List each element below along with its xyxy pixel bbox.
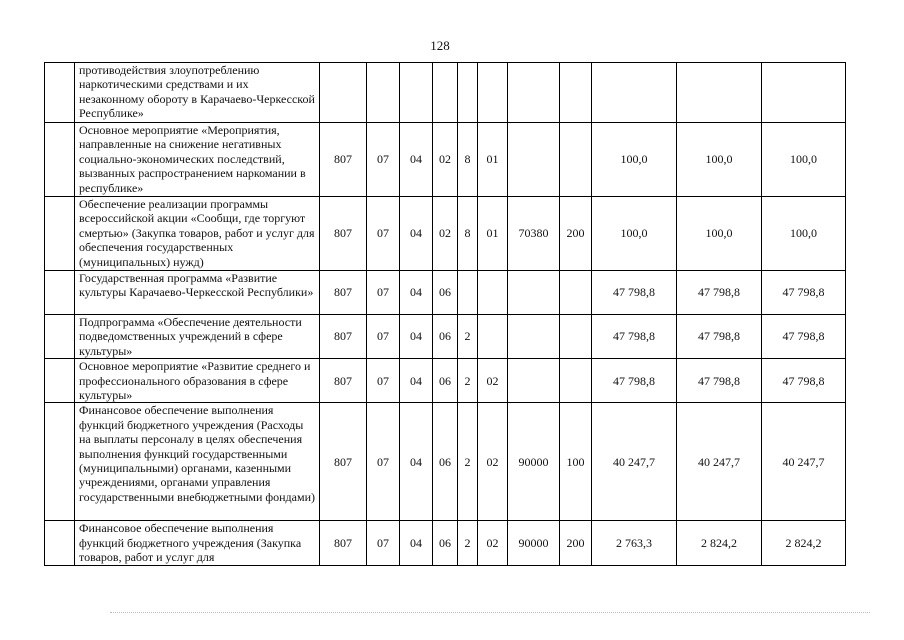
cell-subprogram: [458, 63, 478, 123]
row-name: Основное мероприятие «Мероприятия, направленные на снижение негативных социально-экономических последствий, вызванных распространением наркомании в республике»: [75, 123, 320, 197]
cell-subprogram: 2: [458, 403, 478, 521]
cell-section: 07: [367, 403, 400, 521]
cell-grbs: 807: [320, 197, 367, 271]
row-name: Обеспечение реализации программы всероссийской акции «Сообщи, где торгуют смертью» (Закупка товаров, работ и услуг для обеспечения государственных (муниципальных) нужд): [75, 197, 320, 271]
cell-grbs: 807: [320, 521, 367, 565]
cell-program: 02: [433, 197, 458, 271]
cell-program: 02: [433, 123, 458, 197]
cell-subsection: 04: [400, 197, 433, 271]
table-body: [45, 63, 846, 566]
cell-subsection: 04: [400, 403, 433, 521]
blank-cell: [45, 521, 75, 565]
cell-event: [478, 315, 508, 359]
cell-expense-type: [560, 63, 592, 123]
cell-subsection: 04: [400, 123, 433, 197]
cell-sum-year-2: 47 798,8: [677, 271, 762, 315]
cell-event: 01: [478, 123, 508, 197]
cell-direction: [508, 271, 560, 315]
cell-direction: 90000: [508, 521, 560, 565]
table-row: [45, 403, 846, 521]
cell-event: [478, 63, 508, 123]
table-row: [45, 63, 846, 123]
cell-sum-year-3: 47 798,8: [762, 271, 846, 315]
cell-sum-year-3: 40 247,7: [762, 403, 846, 521]
cell-sum-year-2: 100,0: [677, 197, 762, 271]
cell-expense-type: [560, 123, 592, 197]
cell-program: 06: [433, 359, 458, 403]
cell-subsection: 04: [400, 315, 433, 359]
row-name: противодействия злоупотреблению наркотическими средствами и их незаконному обороту в Карачаево-Черкесской Республике»: [75, 63, 320, 123]
cell-sum-year-3: [762, 63, 846, 123]
cell-subsection: 04: [400, 359, 433, 403]
cell-grbs: 807: [320, 359, 367, 403]
cell-sum-year-2: [677, 63, 762, 123]
cell-section: [367, 63, 400, 123]
cell-section: 07: [367, 197, 400, 271]
cell-direction: [508, 123, 560, 197]
cell-sum-year-3: 47 798,8: [762, 315, 846, 359]
cell-grbs: [320, 63, 367, 123]
blank-cell: [45, 123, 75, 197]
page-number: 128: [430, 38, 450, 53]
cell-direction: 90000: [508, 403, 560, 521]
blank-cell: [45, 63, 75, 123]
budget-table: [44, 62, 846, 566]
cell-grbs: 807: [320, 271, 367, 315]
cell-section: 07: [367, 123, 400, 197]
cell-sum-year-1: 2 763,3: [592, 521, 677, 565]
cell-subprogram: 2: [458, 521, 478, 565]
blank-cell: [45, 315, 75, 359]
cell-expense-type: [560, 315, 592, 359]
cell-expense-type: [560, 271, 592, 315]
row-name: Подпрограмма «Обеспечение деятельности подведомственных учреждений в сфере культуры»: [75, 315, 320, 359]
blank-cell: [45, 403, 75, 521]
cell-event: [478, 271, 508, 315]
cell-direction: [508, 63, 560, 123]
footer-divider: [110, 612, 870, 613]
cell-program: 06: [433, 521, 458, 565]
cell-sum-year-3: 100,0: [762, 123, 846, 197]
row-name: Финансовое обеспечение выполнения функций бюджетного учреждения (Закупка товаров, работ и услуг для: [75, 521, 320, 565]
cell-sum-year-3: 2 824,2: [762, 521, 846, 565]
cell-section: 07: [367, 359, 400, 403]
cell-program: 06: [433, 403, 458, 521]
cell-subprogram: 2: [458, 359, 478, 403]
table-row: [45, 197, 846, 271]
cell-sum-year-3: 47 798,8: [762, 359, 846, 403]
cell-grbs: 807: [320, 403, 367, 521]
cell-program: 06: [433, 271, 458, 315]
cell-subsection: 04: [400, 271, 433, 315]
cell-subprogram: 8: [458, 197, 478, 271]
cell-sum-year-2: 47 798,8: [677, 315, 762, 359]
cell-expense-type: 200: [560, 197, 592, 271]
cell-sum-year-1: 100,0: [592, 197, 677, 271]
cell-sum-year-2: 100,0: [677, 123, 762, 197]
table-row: [45, 521, 846, 565]
cell-subprogram: [458, 271, 478, 315]
cell-subprogram: 8: [458, 123, 478, 197]
table-row: [45, 271, 846, 315]
cell-sum-year-1: 40 247,7: [592, 403, 677, 521]
cell-sum-year-1: 47 798,8: [592, 359, 677, 403]
cell-section: 07: [367, 271, 400, 315]
cell-sum-year-2: 47 798,8: [677, 359, 762, 403]
cell-section: 07: [367, 315, 400, 359]
cell-subsection: 04: [400, 521, 433, 565]
blank-cell: [45, 197, 75, 271]
cell-event: 01: [478, 197, 508, 271]
cell-section: 07: [367, 521, 400, 565]
cell-program: [433, 63, 458, 123]
cell-subprogram: 2: [458, 315, 478, 359]
cell-expense-type: 100: [560, 403, 592, 521]
cell-event: 02: [478, 521, 508, 565]
row-name: Финансовое обеспечение выполнения функций бюджетного учреждения (Расходы на выплаты персоналу в целях обеспечения выполнения функций государственными (муниципальными) органами, казенными учреждениями, органами управления государственными внебюджетными фондами): [75, 403, 320, 521]
cell-program: 06: [433, 315, 458, 359]
row-name: Основное мероприятие «Развитие среднего и профессионального образования в сфере культуры»: [75, 359, 320, 403]
cell-grbs: 807: [320, 123, 367, 197]
cell-event: 02: [478, 403, 508, 521]
cell-sum-year-3: 100,0: [762, 197, 846, 271]
cell-subsection: [400, 63, 433, 123]
cell-grbs: 807: [320, 315, 367, 359]
blank-cell: [45, 359, 75, 403]
cell-expense-type: 200: [560, 521, 592, 565]
cell-direction: 70380: [508, 197, 560, 271]
cell-sum-year-1: 100,0: [592, 123, 677, 197]
table-row: [45, 123, 846, 197]
cell-sum-year-2: 2 824,2: [677, 521, 762, 565]
cell-sum-year-2: 40 247,7: [677, 403, 762, 521]
table-row: [45, 359, 846, 403]
cell-sum-year-1: 47 798,8: [592, 315, 677, 359]
cell-direction: [508, 359, 560, 403]
table-row: [45, 315, 846, 359]
blank-cell: [45, 271, 75, 315]
cell-sum-year-1: 47 798,8: [592, 271, 677, 315]
cell-expense-type: [560, 359, 592, 403]
cell-direction: [508, 315, 560, 359]
cell-event: 02: [478, 359, 508, 403]
cell-sum-year-1: [592, 63, 677, 123]
row-name: Государственная программа «Развитие культуры Карачаево-Черкесской Республики»: [75, 271, 320, 315]
